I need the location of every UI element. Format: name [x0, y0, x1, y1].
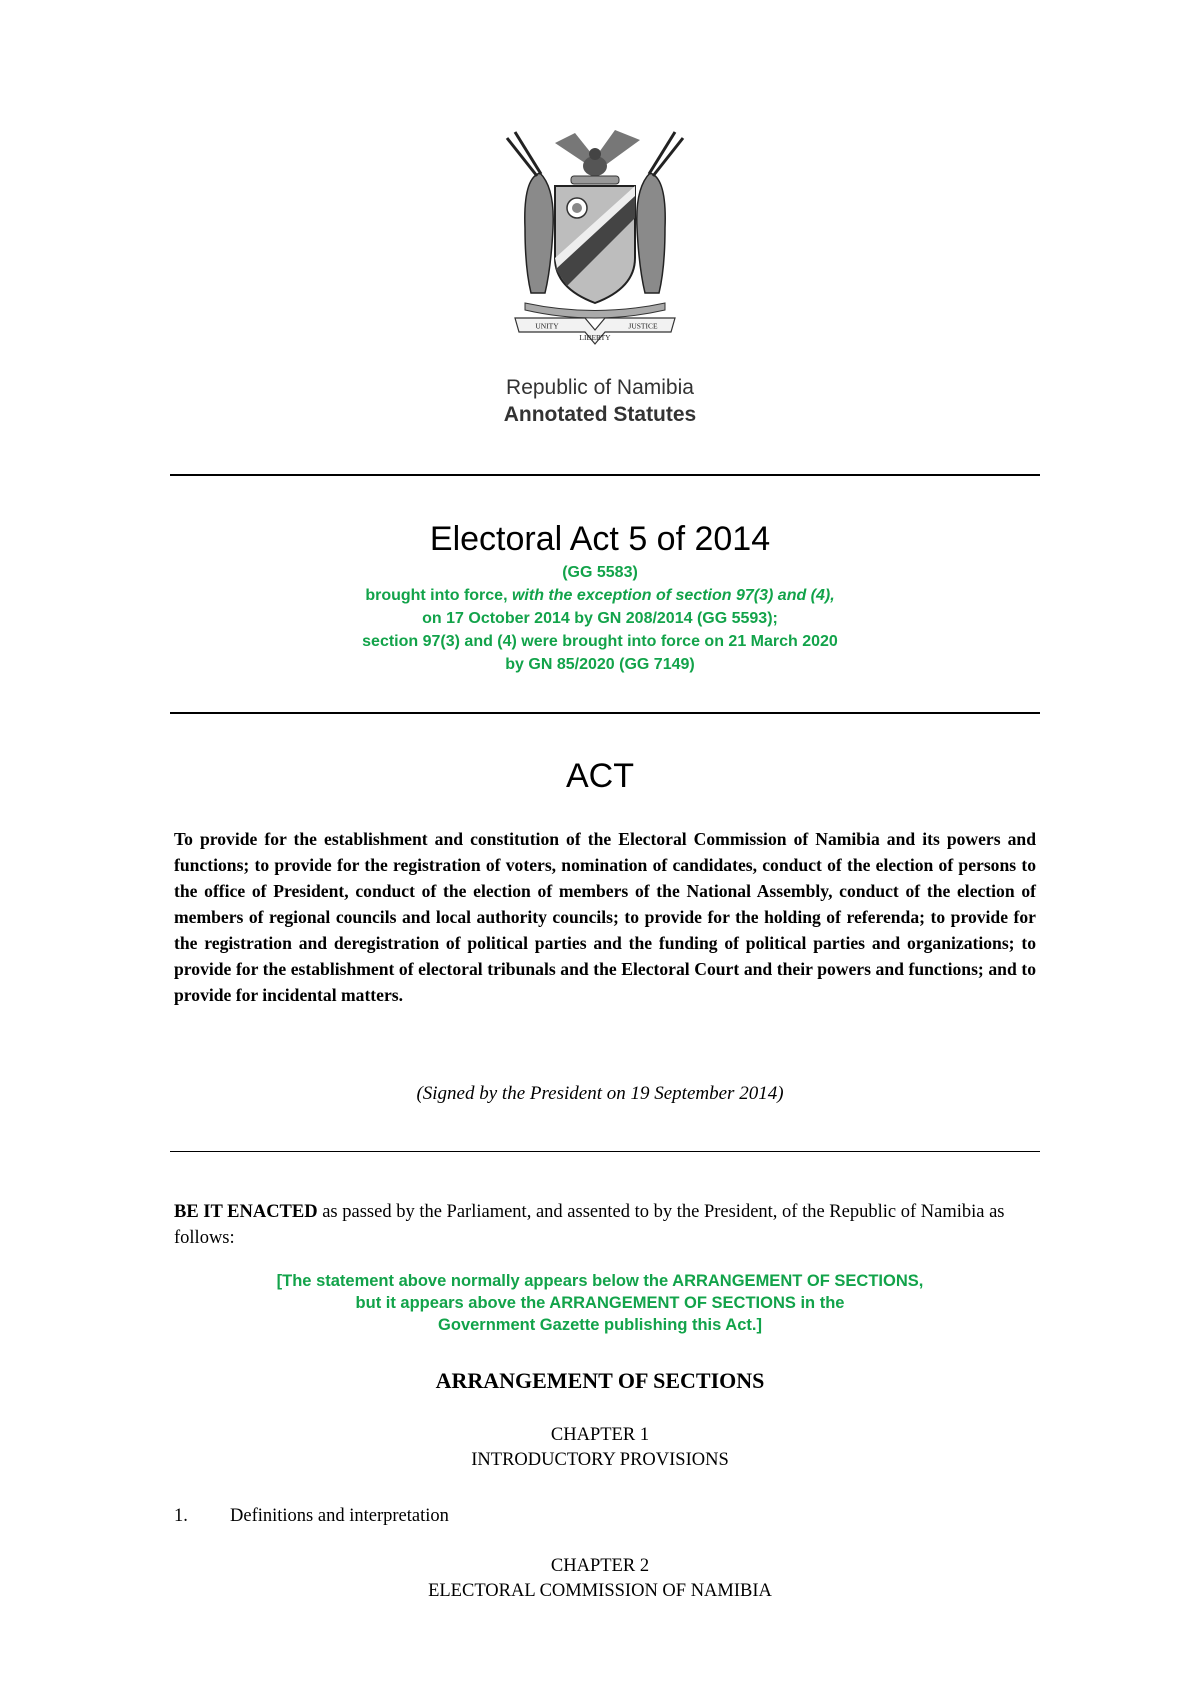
commencement-line-1: [0, 587, 1200, 605]
chapter-2-number: CHAPTER 2: [550, 1556, 650, 1576]
commencement-line-3: section 97(3) and (4) were brought into force on 21 March 2020: [362, 633, 838, 650]
header-country: Republic of Namibia: [506, 376, 694, 399]
motto-unity: UNITY: [535, 321, 559, 331]
act-title: Electoral Act 5 of 2014: [429, 520, 771, 558]
long-title: To provide for the establishment and constitution of the Electoral Commission of Namibia and its powers and functions; to provide for the registration of voters, nomination of candidates, conduct of the election of persons to the office of President, conduct of the election of members of the National Assembly, conduct of the election of members of regional councils and local authority councils; to provide for the holding of referenda; to provide for the registration and deregistration of political parties and the funding of political parties and organizations; to provide for the establishment of electoral tribunals and the Electoral Court and their powers and functions; and to provide for incidental matters.: [174, 829, 1036, 1005]
namibia-coat-of-arms-icon: [495, 118, 695, 348]
editorial-note-line: Government Gazette publishing this Act.]: [438, 1316, 762, 1334]
commencement-prefix: brought into force,: [365, 587, 512, 604]
commencement-exception: with the exception of section 97(3) and (4),: [511, 587, 835, 604]
chapter-1-title: INTRODUCTORY PROVISIONS: [471, 1450, 729, 1470]
gazette-reference: (GG 5583): [562, 564, 638, 581]
motto-justice: JUSTICE: [628, 321, 658, 331]
section-1-number: 1.: [174, 1506, 188, 1526]
commencement-line-4: by GN 85/2020 (GG 7149): [505, 656, 695, 673]
signed-note: (Signed by the President on 19 September 2014): [416, 1083, 784, 1104]
arrangement-heading: ARRANGEMENT OF SECTIONS: [435, 1368, 765, 1393]
enacting-clause: [174, 1199, 1036, 1251]
enacting-lead: BE IT ENACTED: [174, 1202, 318, 1222]
act-heading: ACT: [566, 757, 634, 795]
chapter-1-number: CHAPTER 1: [550, 1425, 650, 1445]
divider: [170, 474, 1040, 476]
section-1-title: Definitions and interpretation: [230, 1506, 449, 1526]
header-series: Annotated Statutes: [503, 403, 697, 426]
editorial-note-line: but it appears above the ARRANGEMENT OF SECTIONS in the: [355, 1294, 845, 1312]
divider: [170, 712, 1040, 714]
divider: [170, 1151, 1040, 1152]
commencement-line-2: on 17 October 2014 by GN 208/2014 (GG 5593);: [422, 610, 778, 627]
chapter-2-title: ELECTORAL COMMISSION OF NAMIBIA: [428, 1581, 772, 1601]
editorial-note-line: [The statement above normally appears below the ARRANGEMENT OF SECTIONS,: [276, 1272, 924, 1290]
enacting-text: as passed by the Parliament, and assented to by the President, of the Republic of Namibia as follows:: [174, 1202, 1005, 1248]
motto-liberty: LIBERTY: [579, 333, 611, 342]
